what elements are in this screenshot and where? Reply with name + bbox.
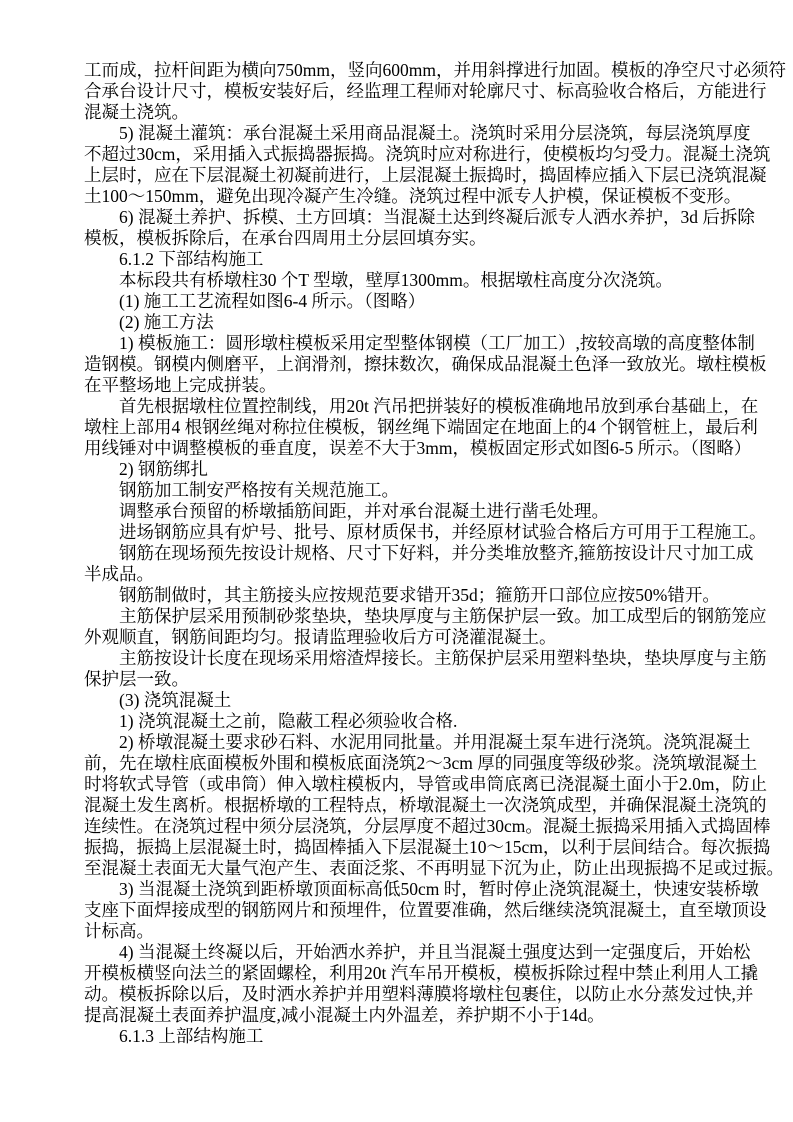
text-line: 首先根据墩柱位置控制线，用20t 汽吊把拼装好的模板准确地吊放到承台基础上，在 — [119, 396, 759, 416]
text-line: 4) 当混凝土终凝以后，开始洒水养护，并且当混凝土强度达到一定强度后，开始松 — [119, 942, 751, 962]
text-line: 保护层一致。 — [84, 669, 189, 689]
text-line: (2) 施工方法 — [119, 312, 214, 332]
text-line: 半成品。 — [84, 564, 154, 584]
text-line: 支座下面焊接成型的钢筋网片和预埋件，位置要准确，然后继续浇筑混凝土，直至墩顶设 — [84, 900, 767, 920]
text-line: 振捣，振捣上层混凝土时，捣固棒插入下层混凝土10～15cm，以利于层间结合。每次振捣 — [84, 837, 771, 857]
text-line: (1) 施工工艺流程如图6-4 所示。（图略） — [119, 291, 426, 311]
text-line: 上层时，应在下层混凝土初凝前进行，上层混凝土振捣时，捣固棒应插入下层已浇筑混凝 — [84, 165, 767, 185]
text-line: 提高混凝土表面养护温度,减小混凝土内外温差，养护期不小于14d。 — [84, 1005, 605, 1025]
text-line: 合承台设计尺寸，模板安装好后，经监理工程师对轮廓尺寸、标高验收合格后，方能进行 — [84, 81, 767, 101]
text-line: 2) 桥墩混凝土要求砂石料、水泥用同批量。并用混凝土泵车进行浇筑。浇筑混凝土 — [119, 732, 751, 752]
text-line: 5) 混凝土灌筑：承台混凝土采用商品混凝土。浇筑时采用分层浇筑，每层浇筑厚度 — [119, 123, 751, 143]
text-line: 6) 混凝土养护、拆模、土方回填：当混凝土达到终凝后派专人洒水养护，3d 后拆除 — [119, 207, 755, 227]
text-line: 3) 当混凝土浇筑到距桥墩顶面标高低50cm 时，暂时停止浇筑混凝土，快速安装桥墩 — [119, 879, 759, 899]
text-line: 主筋保护层采用预制砂浆垫块，垫块厚度与主筋保护层一致。加工成型后的钢筋笼应 — [119, 606, 767, 626]
text-line: 1) 模板施工：圆形墩柱模板采用定型整体钢模（工厂加工）,按较高墩的高度整体制 — [119, 333, 755, 353]
text-line: 钢筋制做时，其主筋接头应按规范要求错开35d；箍筋开口部位应按50%错开。 — [119, 585, 720, 605]
text-line: 外观顺直，钢筋间距均匀。报请监理验收后方可浇灌混凝土。 — [84, 627, 557, 647]
text-line: 工而成，拉杆间距为横向750mm，竖向600mm，并用斜撑进行加固。模板的净空尺寸必须符 — [84, 60, 786, 80]
text-line: 计标高。 — [84, 921, 154, 941]
text-line: 至混凝土表面无大量气泡产生、表面泛浆、不再明显下沉为止，防止出现振捣不足或过振。 — [84, 858, 784, 878]
text-line: 钢筋在现场预先按设计规格、尺寸下好料，并分类堆放整齐,箍筋按设计尺寸加工成 — [119, 543, 754, 563]
document-lines — [84, 60, 788, 1047]
text-line: 墩柱上部用4 根钢丝绳对称拉住模板，钢丝绳下端固定在地面上的4 个钢管桩上，最后利 — [84, 417, 758, 437]
text-line: 开模板横竖向法兰的紧固螺栓，利用20t 汽车吊开模板，模板拆除过程中禁止利用人工撬 — [84, 963, 759, 983]
text-line: 6.1.3 上部结构施工 — [119, 1026, 264, 1046]
text-line: 2) 钢筋绑扎 — [119, 459, 208, 479]
text-line: 造钢模。钢模内侧磨平，上润滑剂，擦抹数次，确保成品混凝土色泽一致放光。墩柱模板 — [84, 354, 767, 374]
text-line: 本标段共有桥墩柱30 个T 型墩，壁厚1300mm。根据墩柱高度分次浇筑。 — [119, 270, 673, 290]
text-line: 在平整场地上完成拼装。 — [84, 375, 277, 395]
text-line: 连续性。在浇筑过程中须分层浇筑，分层厚度不超过30cm。混凝土振捣采用插入式捣固棒 — [84, 816, 771, 836]
text-line: 钢筋加工制安严格按有关规范施工。 — [119, 480, 399, 500]
text-line: 用线锤对中调整模板的垂直度，误差不大于3mm，模板固定形式如图6-5 所示。（图略） — [84, 438, 752, 458]
text-line: 主筋按设计长度在现场采用熔渣焊接长。主筋保护层采用塑料垫块，垫块厚度与主筋 — [119, 648, 767, 668]
text-line: 进场钢筋应具有炉号、批号、原材质保书，并经原材试验合格后方可用于工程施工。 — [119, 522, 767, 542]
text-line: 时将软式导管（或串筒）伸入墩柱模板内，导管或串筒底离已浇混凝土面小于2.0m，防止 — [84, 774, 767, 794]
text-line: 混凝土发生离析。根据桥墩的工程特点，桥墩混凝土一次浇筑成型，并确保混凝土浇筑的 — [84, 795, 767, 815]
text-line: 6.1.2 下部结构施工 — [119, 249, 264, 269]
text-line: (3) 浇筑混凝土 — [119, 690, 232, 710]
text-line: 混凝土浇筑。 — [84, 102, 189, 122]
text-line: 前，先在墩柱底面模板外围和模板底面浇筑2～3cm 厚的同强度等级砂浆。浇筑墩混凝土 — [84, 753, 758, 773]
text-line: 土100～150mm，避免出现冷凝产生冷缝。浇筑过程中派专人护模，保证模板不变形。 — [84, 186, 742, 206]
text-line: 调整承台预留的桥墩插筋间距，并对承台混凝土进行凿毛处理。 — [119, 501, 609, 521]
text-line: 模板，模板拆除后，在承台四周用土分层回填夯实。 — [84, 228, 487, 248]
text-line: 动。模板拆除以后，及时洒水养护并用塑料薄膜将墩柱包裹住，以防止水分蒸发过快,并 — [84, 984, 754, 1004]
text-line: 1) 浇筑混凝土之前，隐蔽工程必须验收合格. — [119, 711, 458, 731]
text-line: 不超过30cm，采用插入式振捣器振捣。浇筑时应对称进行，使模板均匀受力。混凝土浇筑 — [84, 144, 771, 164]
